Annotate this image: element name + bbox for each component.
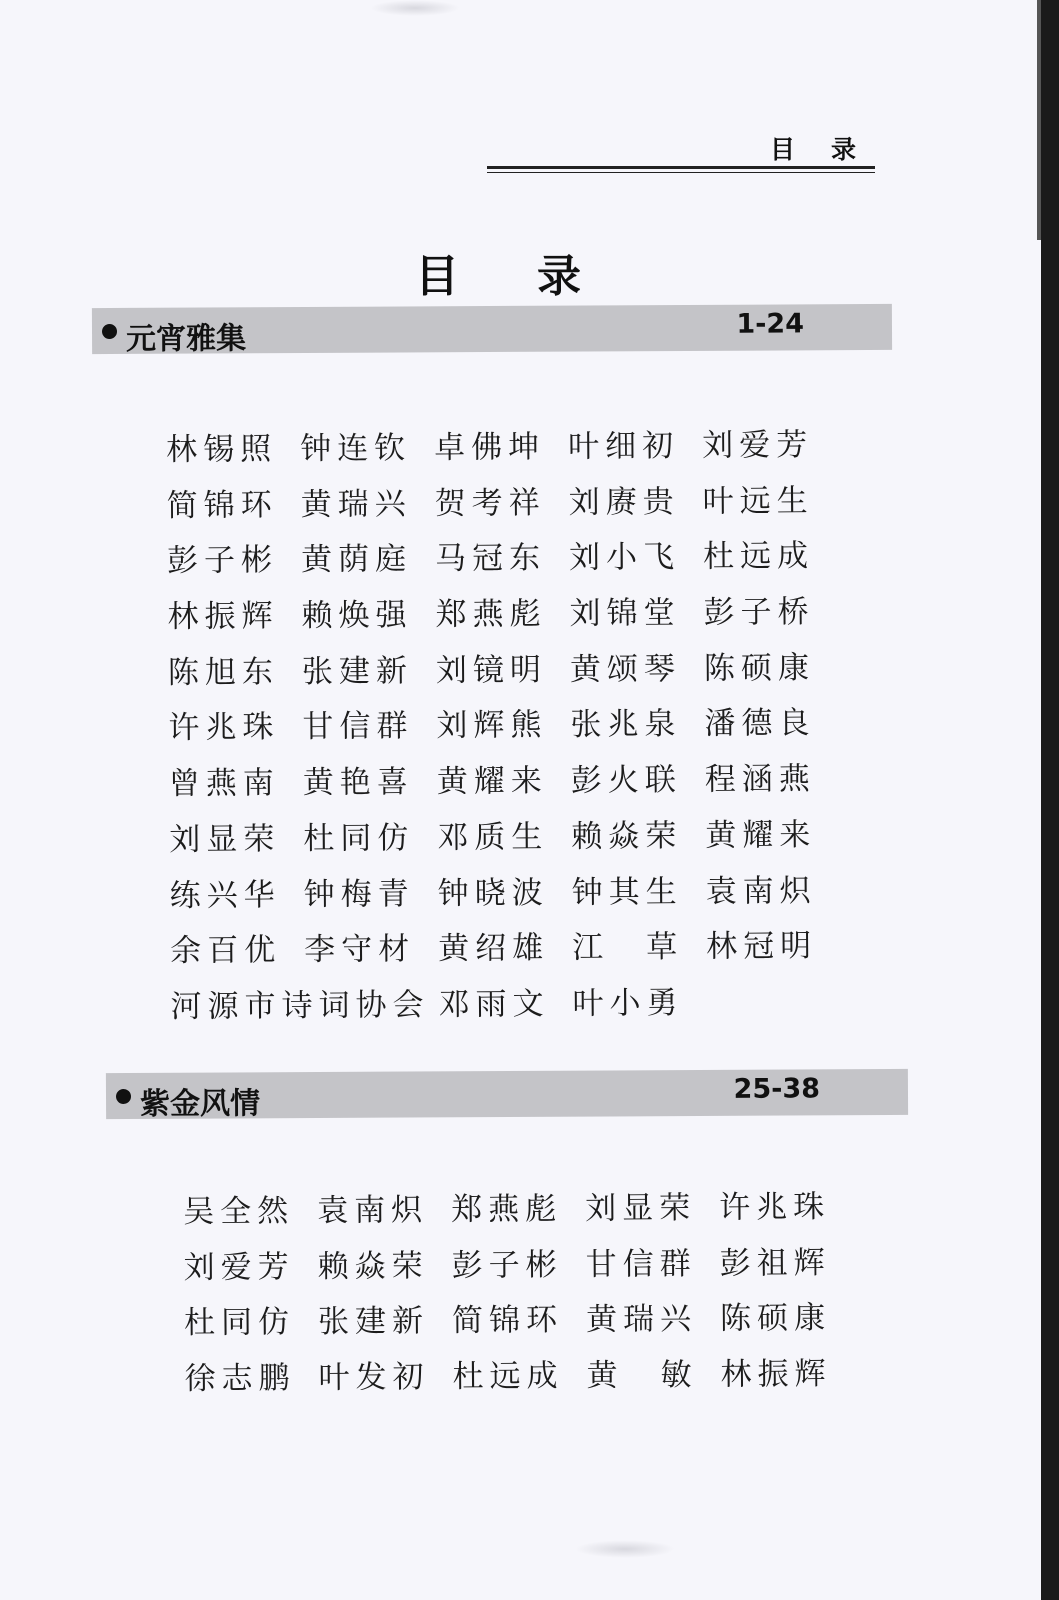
author-name: 许兆珠	[168, 709, 280, 747]
author-name: 赖焱荣	[571, 817, 683, 855]
author-name: 刘锦堂	[569, 595, 681, 632]
section-page-range: 25-38	[733, 1073, 821, 1105]
author-name: 刘赓贵	[568, 483, 680, 521]
author-name: 彭子彬	[451, 1246, 563, 1284]
author-name: 陈硕康	[719, 1300, 832, 1338]
author-name: 钟晓波	[437, 874, 549, 912]
header-rule-thin	[487, 172, 875, 173]
author-name: 刘辉熊	[436, 707, 548, 745]
author-name: 林冠明	[705, 928, 818, 965]
author-name: 江 草	[571, 929, 684, 967]
scan-artifact	[370, 0, 460, 16]
author-name: 黄耀来	[705, 816, 817, 854]
author-name: 黄艳喜	[302, 764, 414, 802]
author-name: 甘信群	[585, 1245, 697, 1283]
author-name: 郑燕彪	[435, 596, 547, 633]
author-name: 邓质生	[437, 818, 549, 856]
author-name: 彭火联	[570, 762, 682, 799]
author-name: 甘信群	[302, 708, 414, 746]
author-name: 彭子彬	[166, 542, 279, 580]
author-name: 许兆珠	[719, 1188, 831, 1226]
author-name: 杜同仿	[303, 819, 415, 857]
author-name: 叶小勇	[572, 984, 684, 1022]
scan-edge-shadow	[1037, 0, 1041, 240]
author-name: 刘爱芳	[702, 426, 814, 464]
author-name: 林锡照	[166, 431, 278, 468]
author-name: 刘显荣	[585, 1189, 697, 1227]
author-name: 黄荫庭	[300, 541, 413, 579]
author-name: 钟其生	[571, 873, 683, 911]
author-name: 徐志鹏	[184, 1360, 296, 1398]
author-name: 林振辉	[720, 1355, 832, 1393]
author-name: 叶远生	[702, 482, 814, 520]
author-name: 彭祖辉	[719, 1244, 831, 1282]
author-name: 张建新	[317, 1303, 430, 1341]
author-name: 郑燕彪	[451, 1191, 563, 1228]
section-header-yuanxiao	[92, 304, 892, 357]
author-name: 程涵燕	[704, 761, 816, 798]
scan-edge	[1041, 0, 1059, 1600]
author-name: 钟连钦	[300, 430, 412, 467]
author-name: 刘爱芳	[183, 1248, 295, 1286]
author-name: 贺考祥	[434, 484, 546, 522]
section-page-range: 1-24	[736, 308, 805, 340]
author-name: 河源市诗词协会	[170, 986, 430, 1025]
author-name: 曾燕南	[168, 765, 280, 803]
author-name: 潘德良	[704, 705, 816, 743]
author-name: 卓佛坤	[434, 429, 546, 466]
author-name: 林振辉	[167, 598, 279, 636]
author-name: 杜远成	[452, 1358, 564, 1395]
author-name: 钟梅青	[303, 875, 415, 913]
author-name: 邓雨文	[438, 985, 550, 1023]
author-name: 马冠东	[434, 540, 547, 578]
author-name: 简锦环	[166, 486, 278, 524]
author-name: 陈旭东	[167, 653, 280, 691]
author-name: 黄瑞兴	[585, 1301, 698, 1339]
author-name: 黄颂琴	[569, 650, 682, 688]
bullet-icon	[102, 324, 117, 339]
author-name: 杜远成	[702, 538, 815, 576]
author-name: 刘小飞	[568, 539, 681, 577]
author-name: 练兴华	[169, 876, 281, 914]
author-name: 彭子桥	[703, 593, 815, 631]
author-name: 叶细初	[568, 427, 680, 465]
author-name: 简锦环	[451, 1302, 564, 1340]
author-name: 黄耀来	[436, 763, 548, 801]
author-name: 黄绍雄	[437, 930, 550, 968]
author-list	[183, 1181, 855, 1409]
header-rule	[487, 166, 875, 169]
author-name: 张建新	[301, 652, 414, 690]
author-name: 张兆泉	[570, 706, 682, 744]
author-name: 黄瑞兴	[300, 485, 412, 523]
author-name: 杜同仿	[183, 1304, 296, 1342]
running-head: 目录	[770, 135, 893, 164]
author-name: 余百优	[169, 932, 282, 970]
author-name: 陈硕康	[703, 649, 816, 687]
author-name: 叶发初	[318, 1359, 430, 1397]
scan-artifact	[575, 1540, 675, 1558]
author-name: 吴全然	[183, 1193, 295, 1230]
page-title: 目录	[415, 251, 659, 302]
author-name: 李守材	[303, 931, 416, 969]
author-list	[166, 419, 841, 1037]
bullet-icon	[116, 1089, 131, 1104]
author-name: 袁南炽	[705, 872, 817, 910]
author-name: 刘显荣	[169, 820, 281, 858]
author-name: 刘镜明	[435, 651, 548, 689]
author-name: 黄 敏	[586, 1357, 698, 1394]
author-name: 赖焕强	[301, 597, 413, 635]
section-header-zijin	[106, 1069, 908, 1122]
section-title: 紫金风情	[139, 1086, 261, 1122]
section-title: 元宵雅集	[125, 321, 247, 357]
author-name: 赖焱荣	[317, 1247, 429, 1285]
author-name: 袁南炽	[317, 1192, 429, 1229]
